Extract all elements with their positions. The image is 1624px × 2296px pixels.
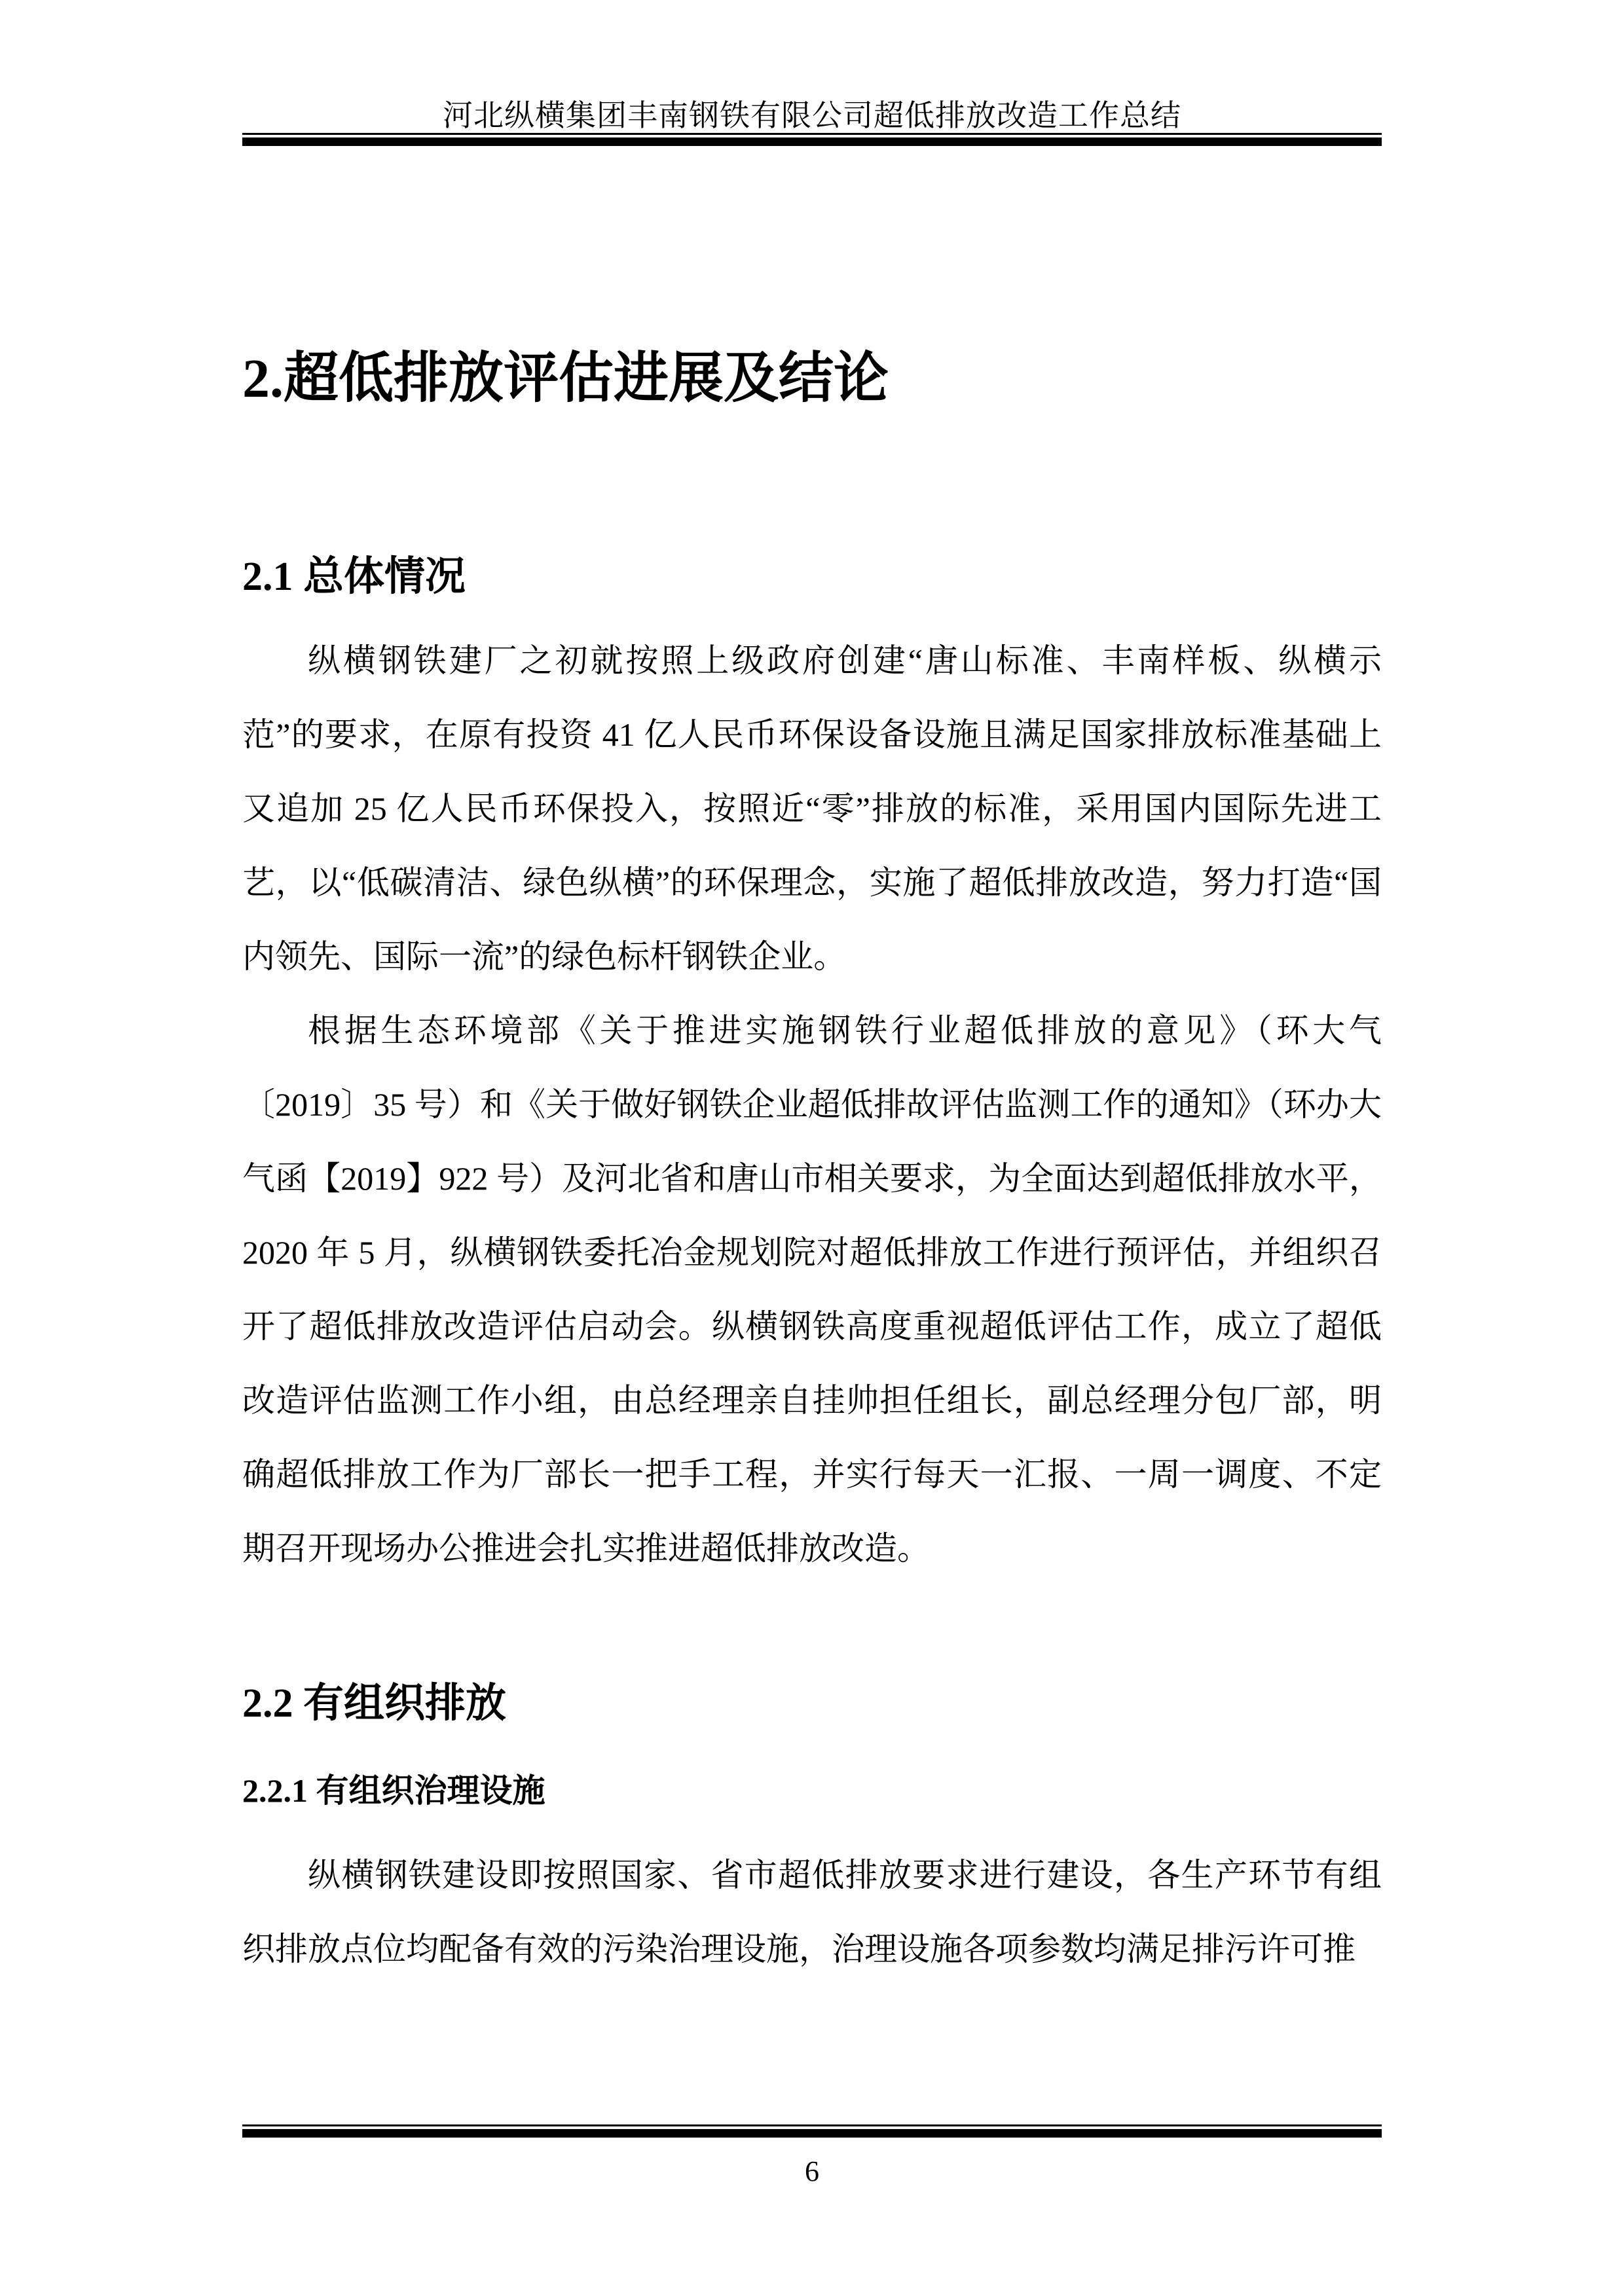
footer-rule [242,2124,1382,2138]
subsection-heading-2-2-1: 2.2.1 有组织治理设施 [242,1772,545,1809]
page-number: 6 [805,2155,819,2187]
chapter-heading: 2.超低排放评估进展及结论 [242,348,889,409]
header-title: 河北纵横集团丰南钢铁有限公司超低排放改造工作总结 [443,99,1181,132]
section-heading-2-1: 2.1 总体情况 [242,555,466,599]
paragraph-overview-1: 纵横钢铁建厂之初就按照上级政府创建“唐山标准、丰南样板、纵横示范”的要求，在原有投资 41 亿人民币环保设备设施且满足国家排放标准基础上又追加 25 亿人民币环保投入，按照近“零”排放的标准，采用国内国际先进工艺，以“低碳清洁、绿色纵横”的环保理念，实施了超低排放改造，努力打造“国内领先、国际一流”的绿色标杆钢铁企业。 [242,642,1382,975]
document-body [242,0,1382,1986]
section-heading-2-2: 2.2 有组织排放 [242,1681,507,1726]
footer-rule-thick-line [242,2129,1382,2138]
paragraph-overview-2: 根据生态环境部《关于推进实施钢铁行业超低排放的意见》（环大气〔2019〕35 号）和《关于做好钢铁企业超低排故评估监测工作的通知》（环办大气函【2019】922 号）及河北省和唐山市相关要求，为全面达到超低排放水平，2020 年 5 月，纵横钢铁委托冶金规划院对超低排放工作进行预评估，并组织召开了超低排放改造评估启动会。纵横钢铁高度重视超低评估工作，成立了超低改造评估监测工作小组，由总经理亲自挂帅担任组长，副总经理分包厂部，明确超低排放工作为厂部长一把手工程，并实行每天一汇报、一周一调度、不定期召开现场办公推进会扎实推进超低排放改造。 [242,1012,1382,1567]
paragraph-organized-emission: 纵横钢铁建设即按照国家、省市超低排放要求进行建设，各生产环节有组织排放点位均配备有效的污染治理设施，治理设施各项参数均满足排污许可推 [242,1857,1382,1967]
